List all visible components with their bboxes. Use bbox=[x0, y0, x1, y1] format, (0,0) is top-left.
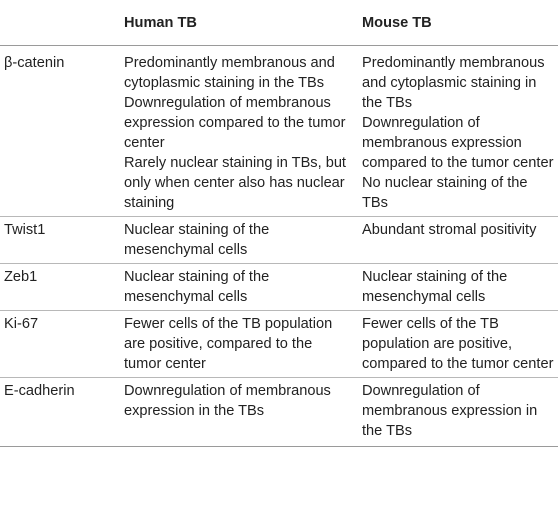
human-finding: Fewer cells of the TB population are positive, compared to the tumor center bbox=[124, 316, 333, 372]
human-cell bbox=[118, 217, 358, 264]
table-header bbox=[0, 0, 558, 46]
human-cell bbox=[118, 264, 358, 311]
mouse-finding: Predominantly membranous and cytoplasmic staining in the TBs bbox=[362, 55, 545, 111]
mouse-cell bbox=[358, 264, 558, 311]
mouse-cell bbox=[358, 46, 558, 217]
mouse-cell bbox=[358, 378, 558, 447]
mouse-finding: Downregulation of membranous expression compared to the tumor center bbox=[362, 115, 554, 171]
table-row-e-cadherin bbox=[0, 378, 558, 447]
table-row-ki67 bbox=[0, 311, 558, 378]
mouse-finding: Fewer cells of the TB population are positive, compared to the tumor center bbox=[362, 316, 554, 372]
human-finding: Downregulation of membranous expression in the TBs bbox=[124, 383, 331, 419]
mouse-finding: Nuclear staining of the mesenchymal cells bbox=[362, 269, 508, 305]
human-finding: Nuclear staining of the mesenchymal cells bbox=[124, 269, 270, 305]
human-cell bbox=[118, 46, 358, 217]
table-body bbox=[0, 46, 558, 447]
mouse-finding: No nuclear staining of the TBs bbox=[362, 175, 528, 211]
human-finding: Predominantly membranous and cytoplasmic staining in the TBs bbox=[124, 55, 335, 91]
human-finding: Downregulation of membranous expression compared to the tumor center bbox=[124, 95, 346, 151]
marker-cell: E-cadherin bbox=[0, 378, 118, 447]
header-human-tb: Human TB bbox=[118, 0, 358, 46]
header-marker bbox=[0, 0, 118, 46]
human-finding: Rarely nuclear staining in TBs, but only when center also has nuclear staining bbox=[124, 155, 346, 211]
table-row-zeb1 bbox=[0, 264, 558, 311]
header-mouse-tb: Mouse TB bbox=[358, 0, 558, 46]
human-cell bbox=[118, 378, 358, 447]
marker-cell: Twist1 bbox=[0, 217, 118, 264]
marker-cell: Ki-67 bbox=[0, 311, 118, 378]
human-finding: Nuclear staining of the mesenchymal cells bbox=[124, 222, 270, 258]
marker-cell: Zeb1 bbox=[0, 264, 118, 311]
mouse-finding: Abundant stromal positivity bbox=[362, 222, 537, 238]
table-row-beta-catenin bbox=[0, 46, 558, 217]
mouse-cell bbox=[358, 217, 558, 264]
human-cell bbox=[118, 311, 358, 378]
marker-cell: β-catenin bbox=[0, 46, 118, 217]
mouse-cell bbox=[358, 311, 558, 378]
table-row-twist1 bbox=[0, 217, 558, 264]
header-row bbox=[0, 0, 558, 46]
mouse-finding: Downregulation of membranous expression in the TBs bbox=[362, 383, 538, 439]
